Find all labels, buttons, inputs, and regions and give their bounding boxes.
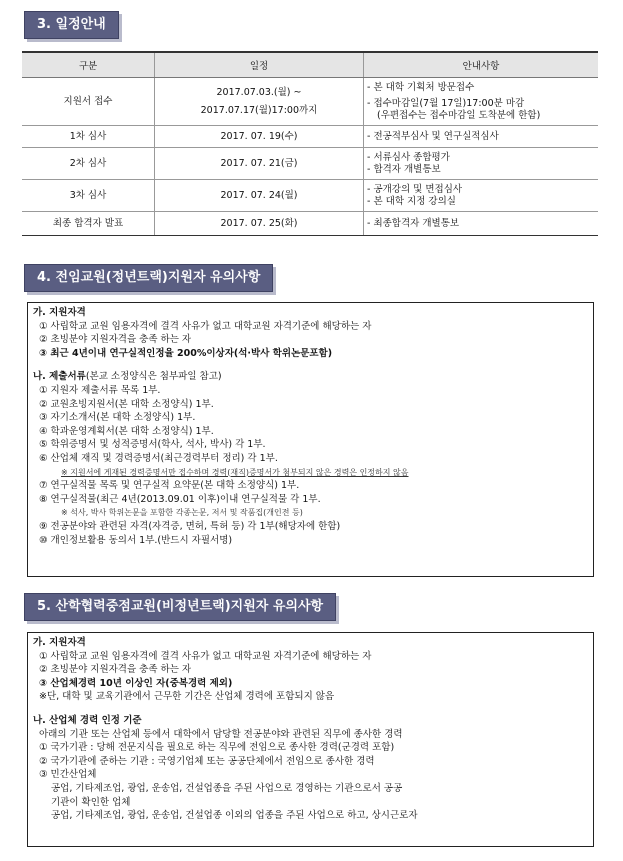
row-guide: - 전공적부심사 및 연구실적심사 [364,126,599,148]
row-date: 2017. 07. 24(월) [155,180,364,212]
table-row [22,212,598,236]
guide-line: - 접수마감일(7월 17일)17:00분 마감 [367,97,525,109]
table-header-row [22,52,598,78]
list-item: 공업, 기타제조업, 광업, 운송업, 건설업종을 주된 사업으로 경영하는 기관으로서 공공 [51,782,403,794]
row-guide: - 최종합격자 개별통보 [364,212,599,236]
list-item: ① 사립학교 교원 임용자격에 결격 사유가 없고 대학교원 자격기준에 해당하는 자 [39,650,372,662]
row-category: 2차 심사 [22,148,155,180]
row-category: 지원서 접수 [22,78,155,126]
list-item: ⑧ 연구실적물(최근 4년(2013.09.01 이후)이내 연구실적물 각 1부. [39,493,321,505]
row-category: 최종 합격자 발표 [22,212,155,236]
list-item: ⑥ 산업체 재직 및 경력증명서(최근경력부터 정리) 각 1부. [39,452,278,464]
note-text: ※ 석사, 박사 학위논문을 포함한 각종논문, 저서 및 작품집(개인전 등) [61,508,303,518]
section-4-title: 4. 전임교원(정년트랙)지원자 유의사항 [24,264,273,292]
documents-heading [33,370,588,384]
list-item: ① 지원자 제출서류 목록 1부. [39,384,161,396]
col-guide: 안내사항 [364,52,599,78]
qualification-heading: 가. 지원자격 [33,307,86,318]
guide-line: - 공개강의 및 면접심사 [367,183,463,195]
list-item: 아래의 기관 또는 산업체 등에서 대학에서 담당할 전공분야와 관련된 직무에 종사한 경력 [39,728,403,740]
table-row [22,78,598,126]
row-date [155,78,364,126]
list-item: ⑨ 전공분야와 관련된 자격(자격증, 면허, 특허 등) 각 1부(해당자에 한함) [39,520,341,532]
row-date: 2017. 07. 21(금) [155,148,364,180]
list-item: ③ 최근 4년이내 연구실적인정율 200%이상자(석·박사 학위논문포함) [39,347,333,359]
row-date: 2017. 07. 19(수) [155,126,364,148]
section-5-title: 5. 산학협력중점교원(비정년트랙)지원자 유의사항 [24,593,336,621]
row-date: 2017. 07. 25(화) [155,212,364,236]
row-category: 3차 심사 [22,180,155,212]
col-date: 일정 [155,52,364,78]
date-end: 2017.07.17(월)17:00까지 [200,104,318,116]
schedule-table [22,51,598,236]
guide-line: - 서류심사 종합평가 [367,151,450,163]
list-item: ③ 산업체경력 10년 이상인 자(중복경력 제외) [39,677,233,689]
career-heading: 나. 산업체 경력 인정 기준 [33,714,142,726]
row-category: 1차 심사 [22,126,155,148]
documents-heading-text: 나. 제출서류 [33,371,86,383]
list-item: ② 초빙분야 지원자격을 충족 하는 자 [39,334,192,346]
row-guide [364,180,599,212]
list-item: ① 사립학교 교원 임용자격에 결격 사유가 없고 대학교원 자격기준에 해당하는 자 [39,320,372,332]
list-item: ② 초빙분야 지원자격을 충족 하는 자 [39,664,192,676]
list-item: ⑩ 개인정보활용 동의서 1부.(반드시 자필서명) [39,534,233,546]
qualification-heading: 가. 지원자격 [33,637,86,648]
list-item: ② 국가기관에 준하는 기관 : 국영기업체 또는 공공단체에서 전임으로 종사한 경력 [39,755,375,767]
note-text: ※ 지원서에 게재된 경력증명서만 접수하며 경력(재직)증명서가 첨부되지 않은 경력은 인정하지 않음 [61,467,409,477]
list-item: ③ 자기소개서(본 대학 소정양식) 1부. [39,412,196,424]
guide-line: - 본 대학 지정 강의실 [367,195,456,207]
table-row [22,180,598,212]
guide-line: - 합격자 개별통보 [367,163,441,175]
table-row [22,148,598,180]
section-3-title: 3. 일정안내 [24,11,119,39]
list-item: ③ 민간산업체 [39,769,97,781]
date-start: 2017.07.03.(월) ~ [216,86,302,98]
list-item: 기관이 확인한 업체 [51,796,131,808]
documents-heading-note: (본교 소정양식은 첨부파일 참고) [85,371,222,383]
list-item: ④ 학과운영계획서(본 대학 소정양식) 1부. [39,425,214,437]
row-guide [364,78,599,126]
list-item: 공업, 기타제조업, 광업, 운송업, 건설업종 이외의 업종을 주된 사업으로 하고, 상시근로자 [51,810,418,822]
table-row [22,126,598,148]
list-item: ② 교원초빙지원서(본 대학 소정양식) 1부. [39,398,214,410]
section-4-box [27,302,594,577]
row-guide [364,148,599,180]
section-5-box [27,632,594,847]
list-item: ① 국가기관 : 당해 전문지식을 필요로 하는 직무에 전임으로 종사한 경력(군경력 포함) [39,742,395,754]
list-item: ⑤ 학위증명서 및 성적증명서(학사, 석사, 박사) 각 1부. [39,439,266,451]
guide-line: - 본 대학 기획처 방문접수 [367,81,475,93]
list-item: ※단, 대학 및 교육기관에서 근무한 기간은 산업체 경력에 포함되지 않음 [39,691,335,703]
col-category: 구분 [22,52,155,78]
guide-line: (우편접수는 접수마감일 도착분에 한함) [377,109,541,121]
list-item: ⑦ 연구실적물 목록 및 연구실적 요약문(본 대학 소정양식) 1부. [39,480,300,492]
